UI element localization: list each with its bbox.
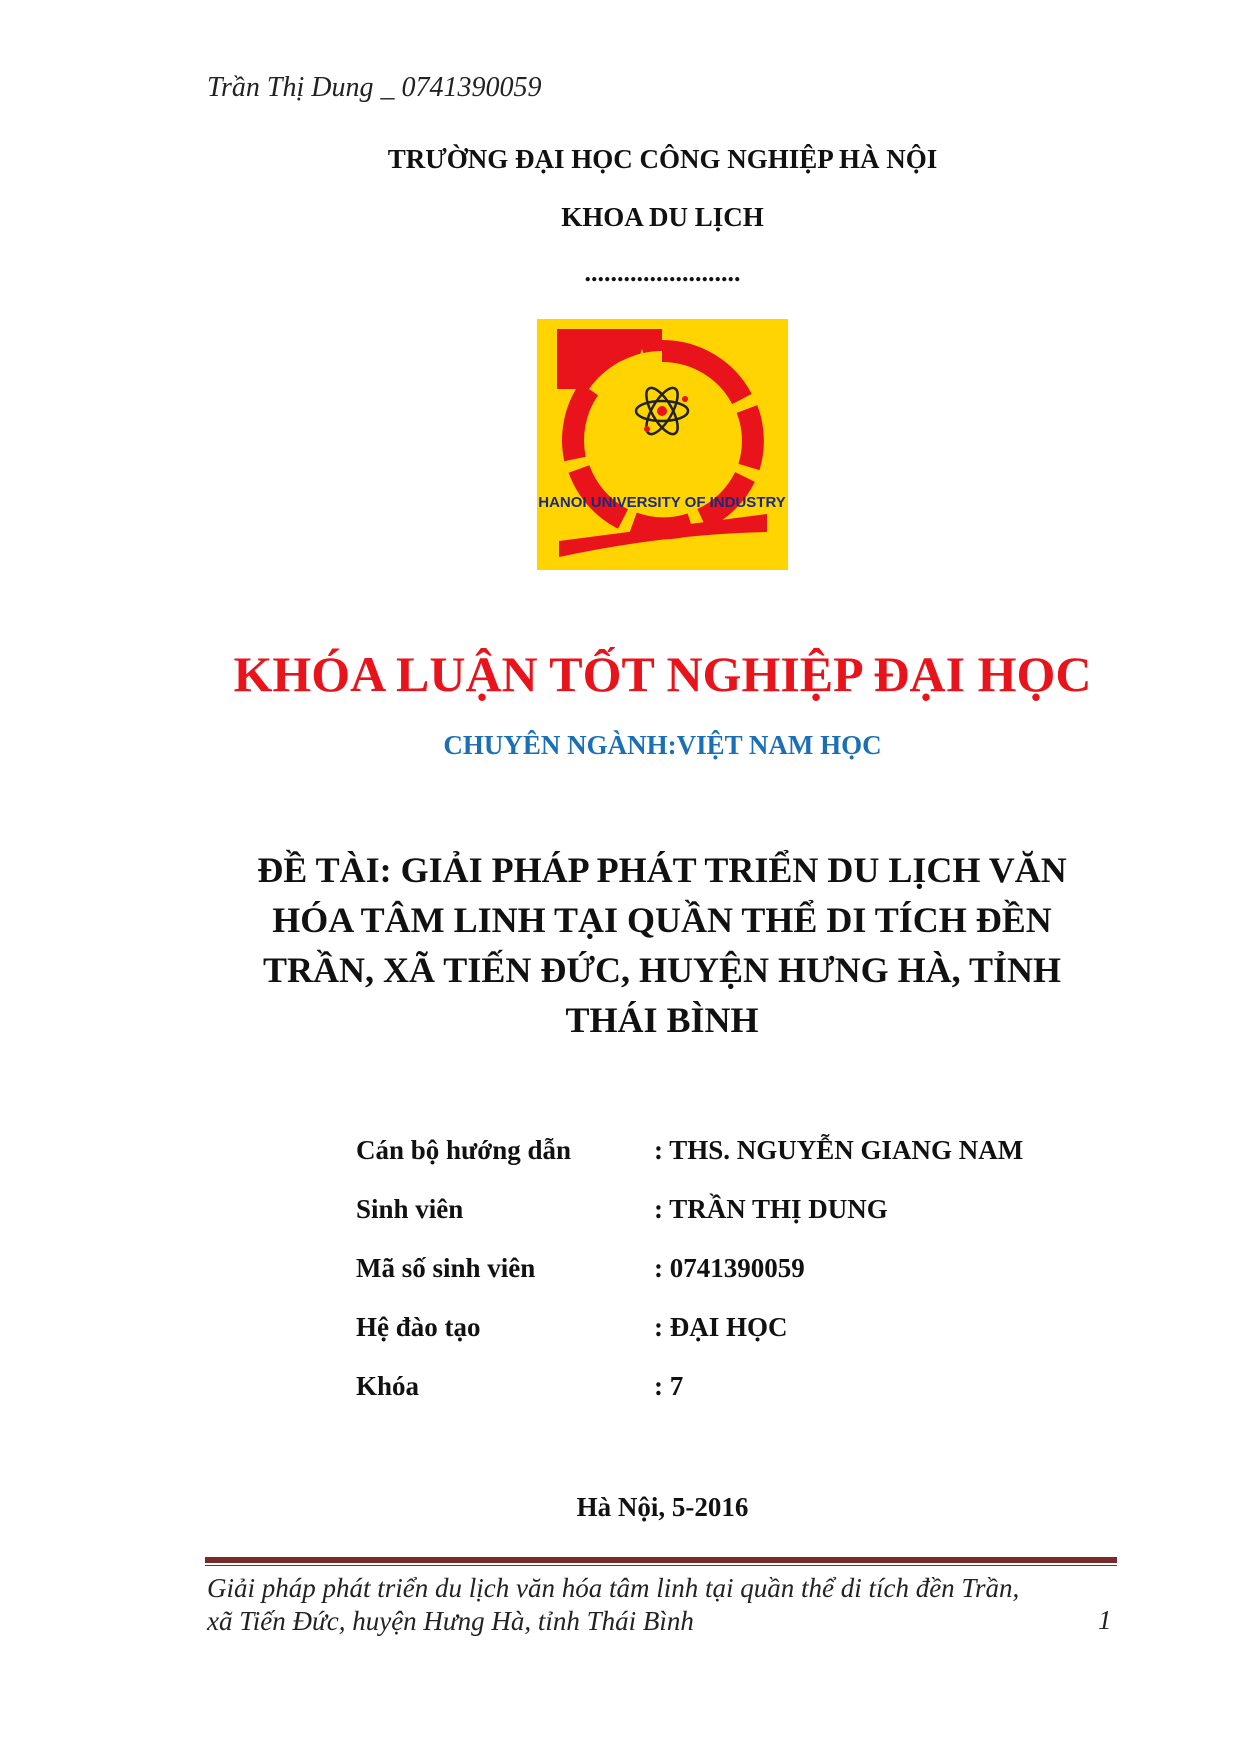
footer-rule (205, 1557, 1117, 1563)
page-number: 1 (1098, 1605, 1112, 1635)
footer-rule-thin (205, 1565, 1117, 1566)
info-value: : THS. NGUYỄN GIANG NAM (654, 1135, 1024, 1165)
info-label: Cán bộ hướng dẫn (356, 1135, 571, 1165)
topic-line: THÁI BÌNH (565, 1000, 759, 1040)
footer-line: xã Tiến Đức, huyện Hưng Hà, tỉnh Thái Bình (207, 1606, 694, 1636)
topic-line: TRẦN, XÃ TIẾN ĐỨC, HUYỆN HƯNG HÀ, TỈNH (262, 950, 1062, 990)
topic-line: ĐỀ TÀI: GIẢI PHÁP PHÁT TRIỂN DU LỊCH VĂN (257, 850, 1067, 890)
place-date: Hà Nội, 5-2016 (576, 1492, 749, 1522)
thesis-topic (150, 845, 1174, 1045)
footer-text (207, 1572, 1019, 1638)
topic-line: HÓA TÂM LINH TẠI QUẦN THỂ DI TÍCH ĐỀN (272, 900, 1052, 940)
logo-text: HANOI UNIVERSITY OF INDUSTRY (538, 494, 786, 511)
footer-line: Giải pháp phát triển du lịch văn hóa tâm linh tại quần thể di tích đền Trần, (207, 1573, 1020, 1603)
university-logo (537, 319, 788, 570)
school-name: TRƯỜNG ĐẠI HỌC CÔNG NGHIỆP HÀ NỘI (387, 144, 938, 174)
info-value: : TRẦN THỊ DUNG (654, 1194, 888, 1224)
info-label: Mã số sinh viên (356, 1253, 536, 1283)
info-value: : 0741390059 (654, 1253, 805, 1283)
thesis-title: KHÓA LUẬN TỐT NGHIỆP ĐẠI HỌC (233, 646, 1092, 702)
info-label: Khóa (356, 1371, 420, 1401)
faculty-name: KHOA DU LỊCH (561, 202, 764, 232)
info-value: : 7 (654, 1371, 684, 1401)
separator-dots: ........................ (584, 258, 741, 287)
info-label: Hệ đào tạo (356, 1312, 481, 1342)
info-value: : ĐẠI HỌC (654, 1312, 788, 1342)
major-label: CHUYÊN NGÀNH:VIỆT NAM HỌC (443, 730, 882, 760)
header-author-line: Trần Thị Dung _ 0741390059 (207, 72, 542, 103)
info-label: Sinh viên (356, 1194, 464, 1224)
